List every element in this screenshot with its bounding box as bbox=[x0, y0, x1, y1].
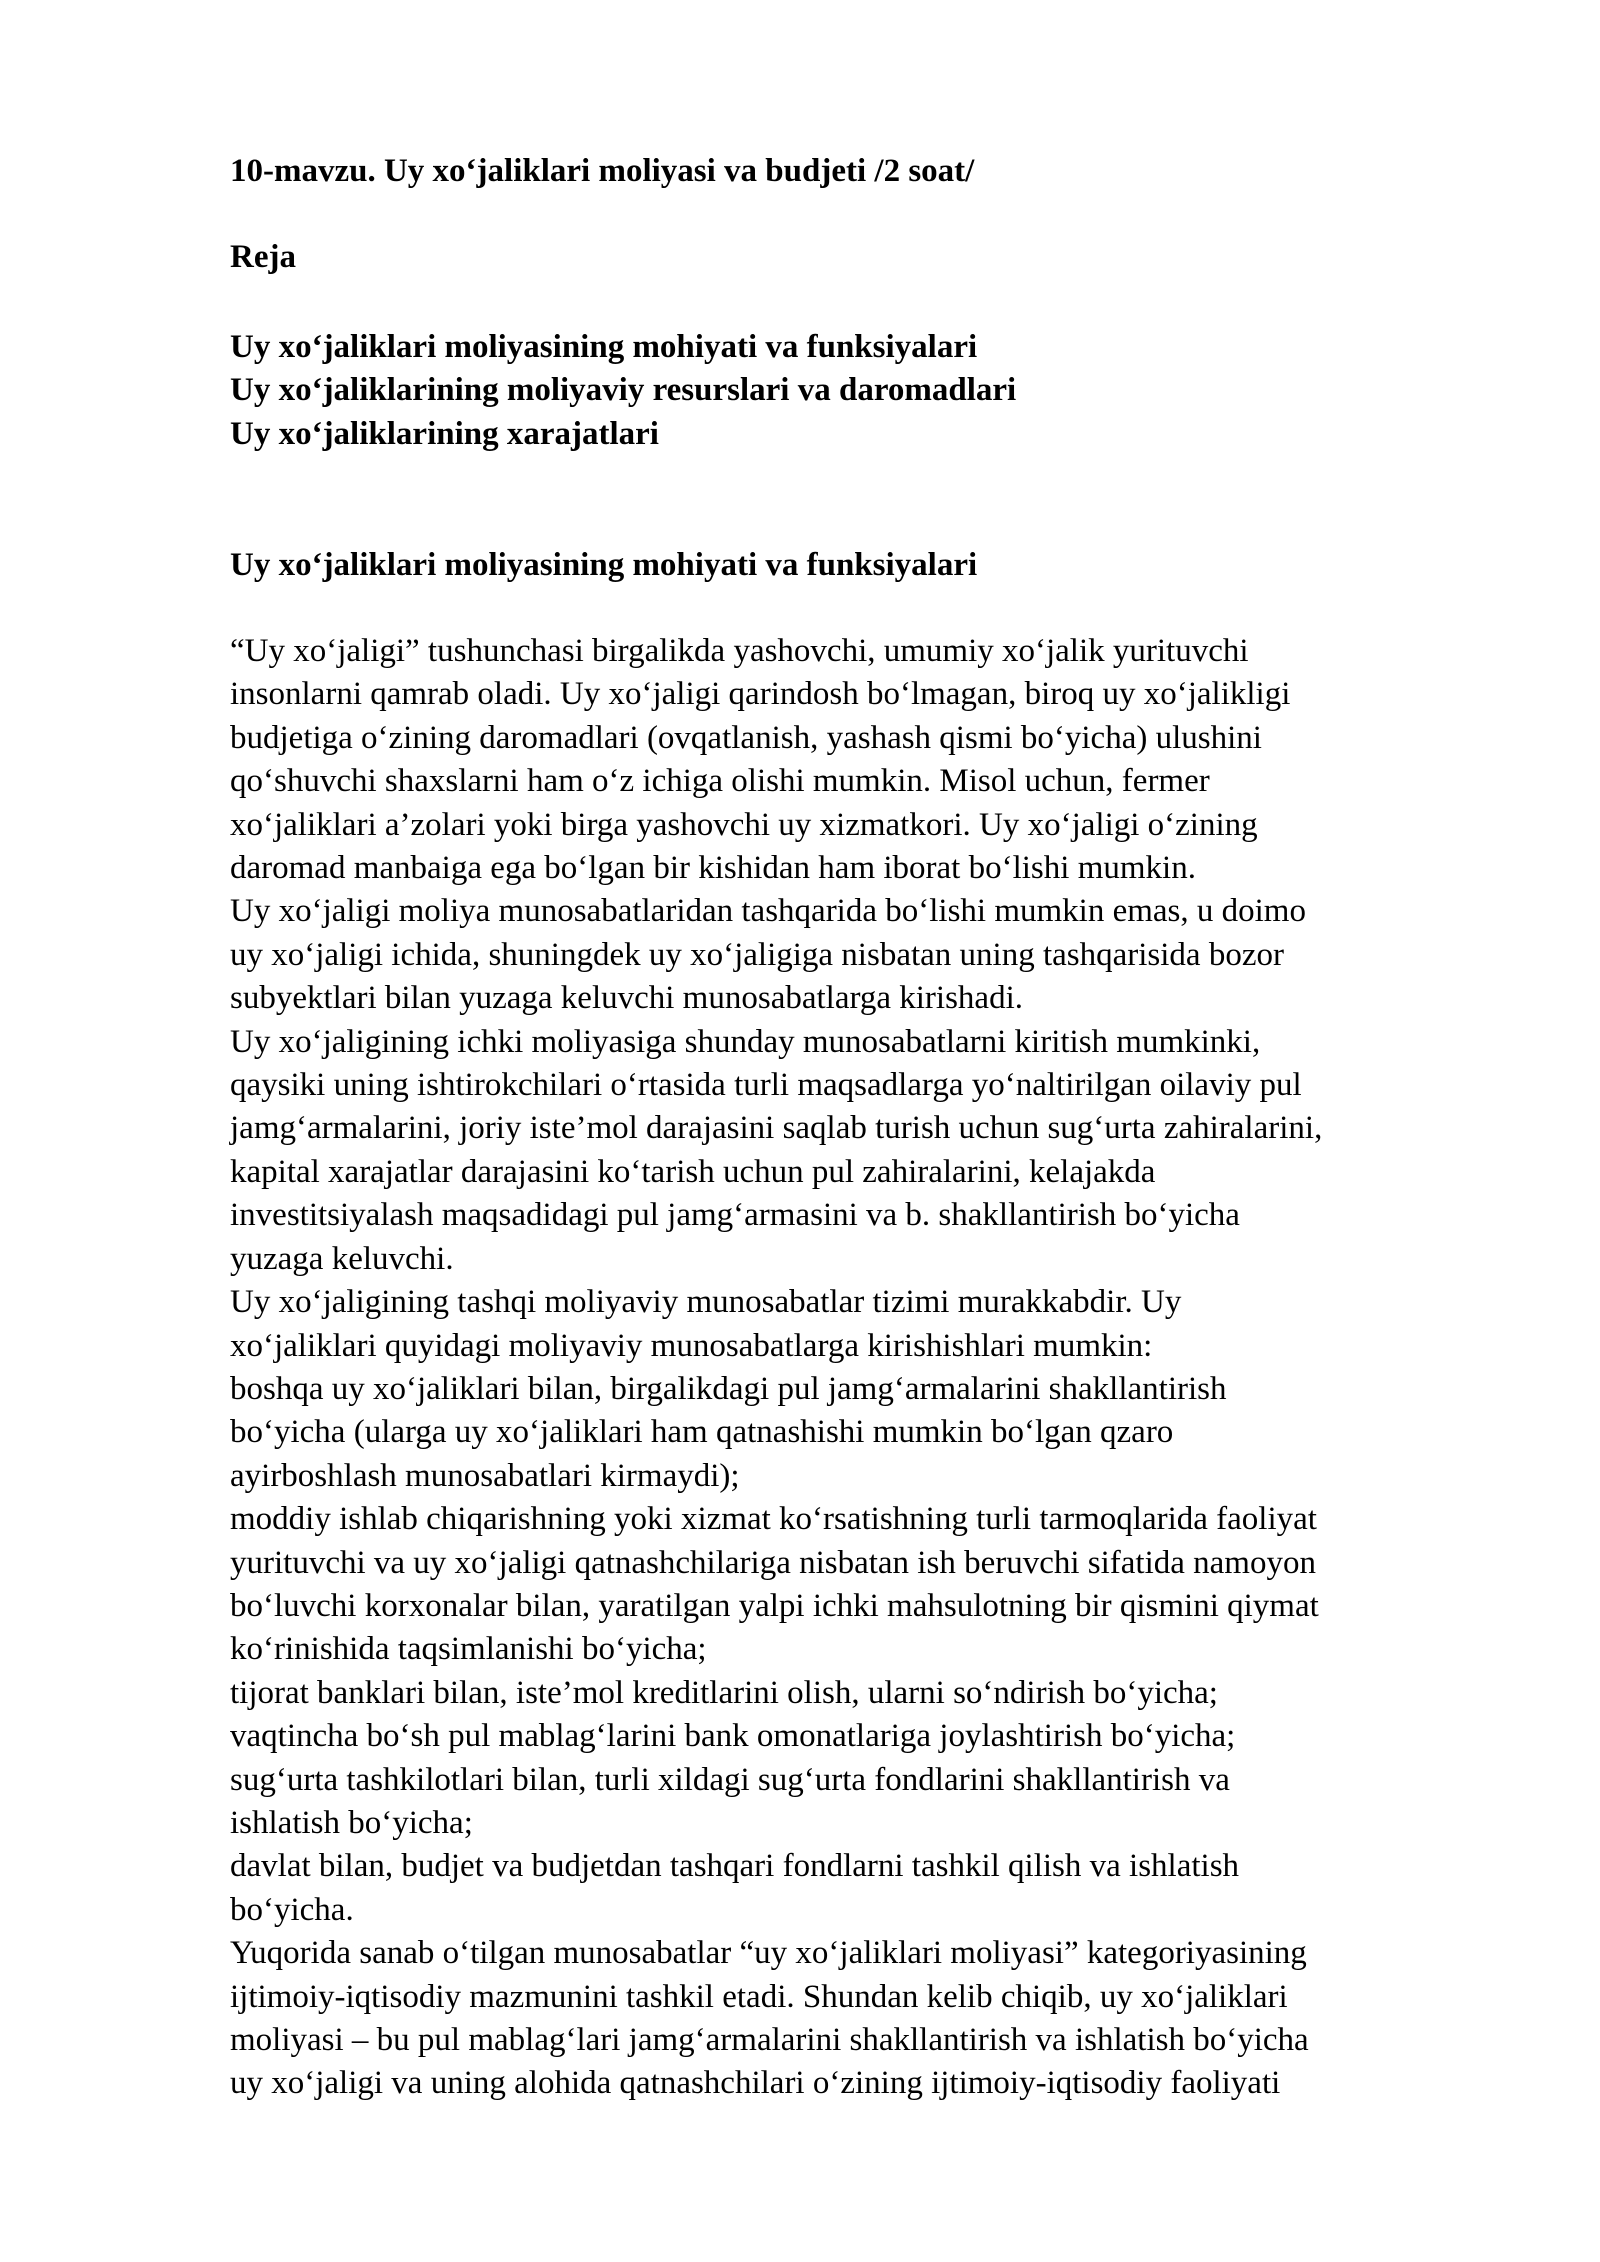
body-line: subyektlari bilan yuzaga keluvchi munosabatlarga kirishadi. bbox=[230, 980, 1023, 1017]
body-line: moddiy ishlab chiqarishning yoki xizmat ko‘rsatishning turli tarmoqlarida faoliyat bbox=[230, 1501, 1317, 1538]
body-line: Yuqorida sanab o‘tilgan munosabatlar “uy xo‘jaliklari moliyasi” kategoriyasining bbox=[230, 1935, 1307, 1972]
plan-item: Uy xo‘jaliklarining xarajatlari bbox=[230, 415, 659, 452]
body-line: budjetiga o‘zining daromadlari (ovqatlanish, yashash qismi bo‘yicha) ulushini bbox=[230, 719, 1262, 756]
body-line: ayirboshlash munosabatlari kirmaydi); bbox=[230, 1457, 740, 1494]
body-line: xo‘jaliklari quyidagi moliyaviy munosabatlarga kirishishlari mumkin: bbox=[230, 1327, 1153, 1364]
body-line: daromad manbaiga ega bo‘lgan bir kishidan ham iborat bo‘lishi mumkin. bbox=[230, 850, 1196, 887]
body-line: bo‘yicha (ularga uy xo‘jaliklari ham qatnashishi mumkin bo‘lgan qzaro bbox=[230, 1414, 1174, 1451]
body-line: investitsiyalash maqsadidagi pul jamg‘armasini va b. shakllantirish bo‘yicha bbox=[230, 1197, 1240, 1234]
body-line: uy xo‘jaligi ichida, shuningdek uy xo‘jaligiga nisbatan uning tashqarisida bozor bbox=[230, 936, 1284, 973]
plan-item: Uy xo‘jaliklari moliyasining mohiyati va funksiyalari bbox=[230, 329, 978, 365]
body-line: bo‘yicha. bbox=[230, 1891, 354, 1928]
body-line: boshqa uy xo‘jaliklari bilan, birgalikdagi pul jamg‘armalarini shakllantirish bbox=[230, 1370, 1227, 1407]
body-line: yuzaga keluvchi. bbox=[230, 1240, 454, 1277]
plan-heading: Reja bbox=[230, 239, 296, 275]
body-line: qo‘shuvchi shaxslarni ham o‘z ichiga olishi mumkin. Misol uchun, fermer bbox=[230, 763, 1210, 800]
body-line: jamg‘armalarini, joriy iste’mol darajasini saqlab turish uchun sug‘urta zahiralarini, bbox=[230, 1110, 1323, 1147]
body-line: Uy xo‘jaligining ichki moliyasiga shunday munosabatlarni kiritish mumkinki, bbox=[230, 1023, 1261, 1060]
plan-item: Uy xo‘jaliklarining moliyaviy resurslari va daromadlari bbox=[230, 372, 1017, 409]
body-line: bo‘luvchi korxonalar bilan, yaratilgan yalpi ichki mahsulotning bir qismini qiymat bbox=[230, 1587, 1319, 1624]
document-title: 10-mavzu. Uy xo‘jaliklari moliyasi va budjeti /2 soat/ bbox=[230, 153, 975, 189]
body-text bbox=[230, 630, 1322, 2106]
body-line: qaysiki uning ishtirokchilari o‘rtasida turli maqsadlarga yo‘naltirilgan oilaviy pul bbox=[230, 1067, 1302, 1104]
body-line: uy xo‘jaligi va uning alohida qatnashchilari o‘zining ijtimoiy-iqtisodiy faoliyati bbox=[230, 2065, 1281, 2102]
body-line: insonlarni qamrab oladi. Uy xo‘jaligi qarindosh bo‘lmagan, biroq uy xo‘jalikligi bbox=[230, 676, 1291, 713]
body-line: tijorat banklari bilan, iste’mol kreditlarini olish, ularni so‘ndirish bo‘yicha; bbox=[230, 1674, 1218, 1711]
body-line: yurituvchi va uy xo‘jaligi qatnashchilariga nisbatan ish beruvchi sifatida namoyon bbox=[230, 1544, 1316, 1581]
body-line: davlat bilan, budjet va budjetdan tashqari fondlarni tashkil qilish va ishlatish bbox=[230, 1848, 1240, 1885]
body-line: ijtimoiy-iqtisodiy mazmunini tashkil etadi. Shundan kelib chiqib, uy xo‘jaliklari bbox=[230, 1978, 1288, 2015]
body-line: vaqtincha bo‘sh pul mablag‘larini bank omonatlariga joylashtirish bo‘yicha; bbox=[230, 1718, 1236, 1755]
body-line: ko‘rinishida taqsimlanishi bo‘yicha; bbox=[230, 1631, 707, 1668]
body-line: moliyasi – bu pul mablag‘lari jamg‘armalarini shakllantirish va ishlatish bo‘yicha bbox=[230, 2022, 1309, 2058]
body-line: kapital xarajatlar darajasini ko‘tarish uchun pul zahiralarini, kelajakda bbox=[230, 1153, 1156, 1190]
section-heading: Uy xo‘jaliklari moliyasining mohiyati va funksiyalari bbox=[230, 547, 978, 583]
body-line: Uy xo‘jaligi moliya munosabatlaridan tashqarida bo‘lishi mumkin emas, u doimo bbox=[230, 893, 1306, 930]
plan-list bbox=[230, 326, 1016, 456]
body-line: sug‘urta tashkilotlari bilan, turli xildagi sug‘urta fondlarini shakllantirish va bbox=[230, 1761, 1230, 1798]
body-line: Uy xo‘jaligining tashqi moliyaviy munosabatlar tizimi murakkabdir. Uy bbox=[230, 1284, 1182, 1321]
body-line: xo‘jaliklari a’zolari yoki birga yashovchi uy xizmatkori. Uy xo‘jaligi o‘zining bbox=[230, 806, 1258, 843]
body-line: ishlatish bo‘yicha; bbox=[230, 1804, 473, 1841]
body-line: “Uy xo‘jaligi” tushunchasi birgalikda yashovchi, umumiy xo‘jalik yurituvchi bbox=[230, 633, 1249, 669]
